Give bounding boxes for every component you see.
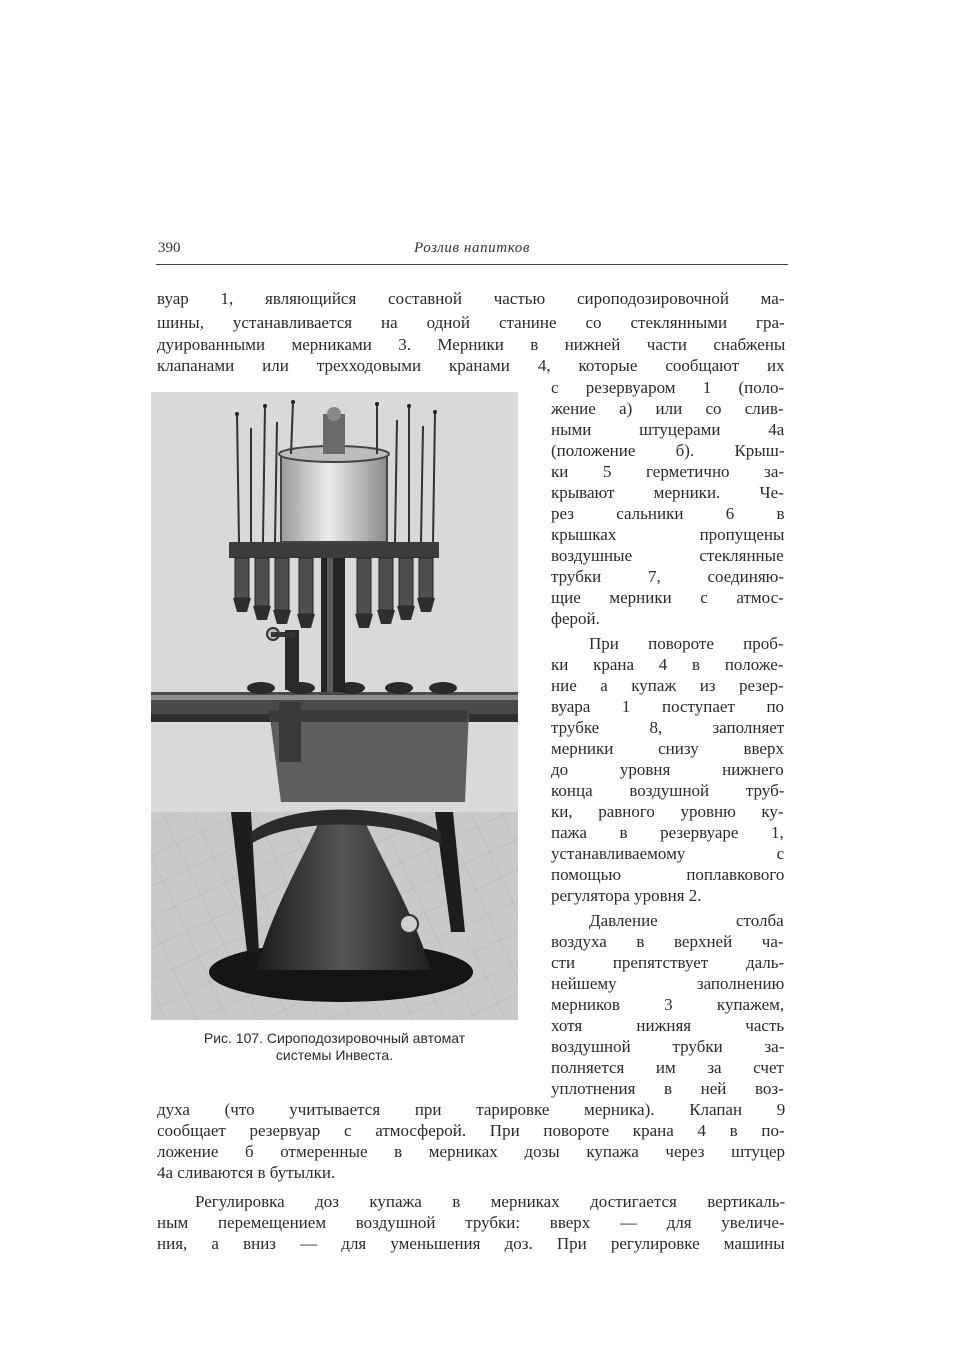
- text-line: до уровня нижнего: [551, 760, 784, 779]
- column-highlight: [327, 552, 333, 692]
- text-line: ферой.: [551, 609, 600, 628]
- text-line: помощью поплавкового: [551, 865, 785, 884]
- text-line: ние а купаж из резер-: [551, 676, 784, 695]
- text-line: клапанами или трехходовыми кранами 4, которые сообщают их: [157, 356, 785, 375]
- text-line: Давление столба: [589, 911, 784, 930]
- text-line: хотя нижняя часть: [551, 1016, 785, 1035]
- pedestal-handwheel-icon: [400, 915, 418, 933]
- conveyor-rail-highlight: [151, 695, 518, 700]
- text-line: 4а сливаются в бутылки.: [157, 1163, 336, 1182]
- side-valve-arm: [271, 632, 295, 637]
- text-line: воздушные стеклянные: [551, 546, 784, 565]
- glass-reservoir: [281, 454, 387, 542]
- text-line: пажа в резервуаре 1,: [551, 823, 784, 842]
- text-line: вуар 1, являющийся составной частью сироподозировочной ма-: [157, 289, 785, 308]
- text-line: ния, а вниз — для уменьшения доз. При регулировке машины: [157, 1234, 785, 1253]
- text-line: дуированными мерниками 3. Мерники в нижней части снабжены: [157, 335, 786, 354]
- text-line: жение а) или со слив-: [551, 399, 784, 418]
- text-line: вуара 1 поступает по: [551, 697, 785, 716]
- running-title: Розлив напитков: [414, 240, 530, 256]
- figure-photo: [151, 392, 518, 1020]
- text-line: шины, устанавливается на одной станине со стеклянными гра-: [157, 313, 785, 332]
- text-line: При повороте проб-: [589, 634, 784, 653]
- regulator-cap-icon: [327, 407, 341, 421]
- text-line: ки, равного уровню ку-: [551, 802, 784, 821]
- lever-bracket: [279, 702, 301, 762]
- text-line: ложение б отмеренные в мерниках дозы купажа через штуцер: [157, 1142, 786, 1161]
- text-line: Регулировка доз купажа в мерниках достигается вертикаль-: [195, 1192, 786, 1211]
- text-line: духа (что учитывается при тарировке мерника). Клапан 9: [157, 1100, 786, 1119]
- caption-line: Рис. 107. Сироподозировочный автомат: [203, 1030, 466, 1046]
- running-header: [156, 238, 788, 265]
- text-line: трубке 8, заполняет: [551, 718, 785, 737]
- text-line: крывают мерники. Че-: [551, 483, 784, 502]
- page-number: 390: [158, 240, 181, 256]
- text-line: (положение б). Крыш-: [551, 441, 785, 460]
- text-line: ки 5 герметично за-: [551, 462, 785, 481]
- side-valve-pipe: [285, 630, 299, 690]
- text-line: крышках пропущены: [551, 525, 785, 544]
- text-line: нейшему заполнению: [551, 974, 785, 993]
- text-line: воздуха в верхней ча-: [551, 932, 784, 951]
- text-line: уплотнения в ней воз-: [551, 1079, 784, 1098]
- text-line: ным перемещением воздушной трубки: вверх — для увеличе-: [157, 1213, 785, 1232]
- text-line: полняется им за счет: [551, 1058, 784, 1077]
- text-line: трубки 7, соединяю-: [551, 567, 785, 586]
- text-line: регулятора уровня 2.: [551, 886, 702, 905]
- machine-illustration: [151, 392, 518, 1020]
- text-line: рез сальники 6 в: [551, 504, 785, 523]
- text-line: ными штуцерами 4а: [551, 420, 785, 439]
- text-line: конца воздушной труб-: [551, 781, 785, 800]
- text-line: устанавливаемому с: [551, 844, 785, 863]
- text-line: щие мерники с атмос-: [551, 588, 784, 607]
- caption-line: системы Инвеста.: [275, 1047, 394, 1063]
- text-line: ки крана 4 в положе-: [551, 655, 784, 674]
- text-line: сообщает резервуар с атмосферой. При повороте крана 4 в по-: [157, 1121, 785, 1140]
- text-line: мерники снизу вверх: [551, 739, 784, 758]
- text-line: мерников 3 купажем,: [551, 995, 785, 1014]
- figure-caption: [151, 1030, 518, 1064]
- text-line: с резервуаром 1 (поло-: [551, 378, 785, 397]
- text-line: воздушной трубки за-: [551, 1037, 785, 1056]
- text-line: сти препятствует даль-: [551, 953, 785, 972]
